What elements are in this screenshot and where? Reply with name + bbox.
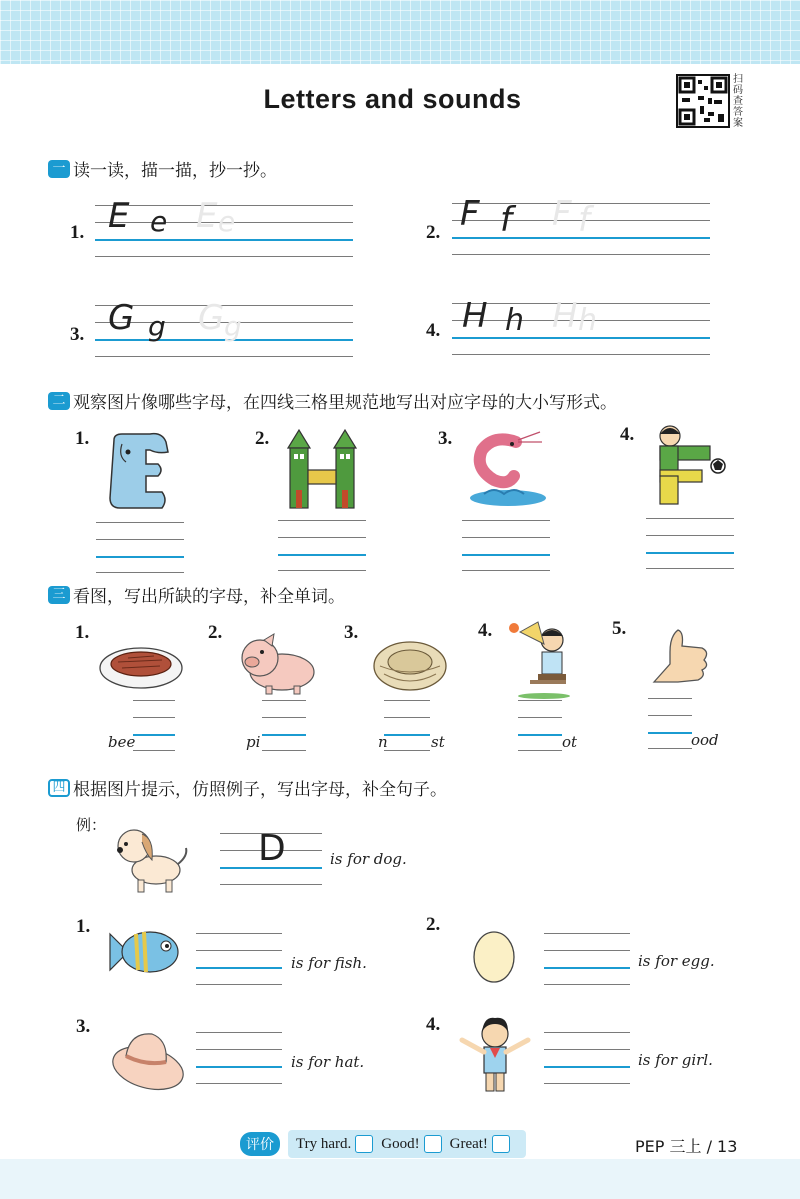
item-number: 3.: [438, 428, 453, 449]
pig-picture: [234, 632, 320, 700]
writing-lines[interactable]: [196, 933, 282, 985]
trace-upper: E: [196, 196, 218, 236]
footer-band: [0, 1159, 800, 1199]
trace-upper: F: [552, 194, 572, 234]
section-number: 四: [48, 779, 70, 797]
word-part: pi: [246, 733, 261, 751]
boy-f-picture: [650, 424, 730, 512]
trace-upper: H: [552, 296, 578, 336]
houses-h-picture: [286, 428, 362, 514]
example-sentence: is for dog.: [330, 850, 407, 868]
beef-plate-picture: [98, 640, 184, 696]
word-part: bee: [108, 733, 136, 751]
sentence: is for egg.: [638, 952, 715, 970]
checkbox[interactable]: [424, 1135, 442, 1153]
nest-picture: [372, 638, 448, 698]
item-number: 4.: [426, 320, 441, 341]
item-number: 5.: [612, 618, 627, 639]
sentence: is for girl.: [638, 1051, 713, 1069]
item-number: 2.: [426, 914, 441, 935]
item-number: 3.: [344, 622, 359, 643]
item-number: 1.: [76, 916, 91, 937]
section-2-heading: [48, 388, 617, 413]
writing-lines[interactable]: [648, 698, 692, 749]
writing-lines[interactable]: [262, 700, 306, 751]
letter-upper: E: [108, 196, 130, 236]
eval-option-good[interactable]: [381, 1135, 441, 1153]
item-number: 3.: [76, 1016, 91, 1037]
egg-picture: [472, 930, 516, 988]
letter-upper: H: [462, 296, 488, 336]
writing-lines[interactable]: [196, 1032, 282, 1084]
girl-picture: [454, 1014, 536, 1100]
letter-lower: g: [148, 310, 166, 343]
section-number: 三: [48, 586, 70, 604]
eval-badge: 评价: [240, 1132, 280, 1156]
eval-option-try-hard[interactable]: [296, 1135, 373, 1153]
section-instruction: 观察图片像哪些字母，在四线三格里规范地写出对应字母的大小写形式。: [73, 393, 617, 413]
writing-lines[interactable]: [544, 1032, 630, 1084]
section-number: 二: [48, 392, 70, 410]
section-instruction: 看图，写出所缺的字母，补全单词。: [73, 587, 345, 607]
checkbox[interactable]: [492, 1135, 510, 1153]
eval-option-label: Great!: [449, 1135, 488, 1152]
eval-option-label: Try hard.: [296, 1135, 352, 1152]
qr-code-icon[interactable]: [676, 74, 730, 128]
page-number: PEP 三上 / 13: [635, 1137, 738, 1156]
writing-lines[interactable]: [646, 518, 734, 569]
letter-lower: f: [500, 200, 512, 240]
example-letter: D: [258, 828, 286, 869]
writing-lines[interactable]: [462, 520, 550, 571]
writing-lines[interactable]: [278, 520, 366, 571]
hat-picture: [108, 1026, 188, 1096]
item-number: 2.: [255, 428, 270, 449]
trace-lower: f: [578, 200, 590, 240]
eval-options: [288, 1130, 526, 1158]
shrimp-c-picture: [464, 428, 550, 514]
trace-lower: e: [218, 205, 236, 238]
section-instruction: 根据图片提示，仿照例子，写出字母，补全句子。: [73, 780, 447, 800]
trace-lower: g: [224, 310, 242, 343]
sentence: is for hat.: [291, 1053, 365, 1071]
elephant-e-picture: [106, 430, 172, 516]
hot-boy-picture: [508, 620, 580, 704]
section-number: 一: [48, 160, 70, 178]
checkbox[interactable]: [355, 1135, 373, 1153]
item-number: 1.: [70, 222, 85, 243]
word-part: ood: [691, 731, 719, 749]
writing-lines[interactable]: [518, 700, 562, 751]
letter-upper: G: [108, 298, 135, 338]
letter-upper: F: [460, 194, 480, 234]
writing-lines[interactable]: [384, 700, 430, 751]
writing-lines[interactable]: [133, 700, 175, 751]
item-number: 2.: [208, 622, 223, 643]
writing-lines[interactable]: [96, 522, 184, 573]
writing-lines[interactable]: [544, 933, 630, 985]
eval-option-label: Good!: [381, 1135, 420, 1152]
example-label: 例：: [76, 816, 107, 834]
section-4-heading: [48, 775, 447, 800]
trace-upper: G: [198, 298, 225, 338]
header-band: [0, 0, 800, 64]
item-number: 1.: [75, 428, 90, 449]
page-title: Letters and sounds: [263, 84, 522, 114]
section-1-heading: [48, 156, 277, 181]
item-number: 2.: [426, 222, 441, 243]
trace-lower: h: [578, 303, 598, 338]
item-number: 4.: [620, 424, 635, 445]
fish-picture: [108, 928, 182, 980]
word-part: st: [431, 733, 445, 751]
item-number: 4.: [426, 1014, 441, 1035]
eval-option-great[interactable]: [450, 1135, 510, 1153]
item-number: 3.: [70, 324, 85, 345]
word-part: n: [378, 733, 388, 751]
sentence: is for fish.: [291, 954, 367, 972]
letter-lower: h: [505, 303, 525, 338]
section-instruction: 读一读，描一描，抄一抄。: [73, 161, 277, 181]
word-part: ot: [562, 733, 578, 751]
self-evaluation: [240, 1130, 526, 1158]
qr-label: 扫码查答案: [733, 74, 743, 129]
item-number: 1.: [75, 622, 90, 643]
item-number: 4.: [478, 620, 493, 641]
dog-picture: [112, 824, 192, 898]
thumbs-up-picture: [648, 626, 712, 692]
section-3-heading: [48, 582, 345, 607]
letter-lower: e: [150, 205, 168, 238]
